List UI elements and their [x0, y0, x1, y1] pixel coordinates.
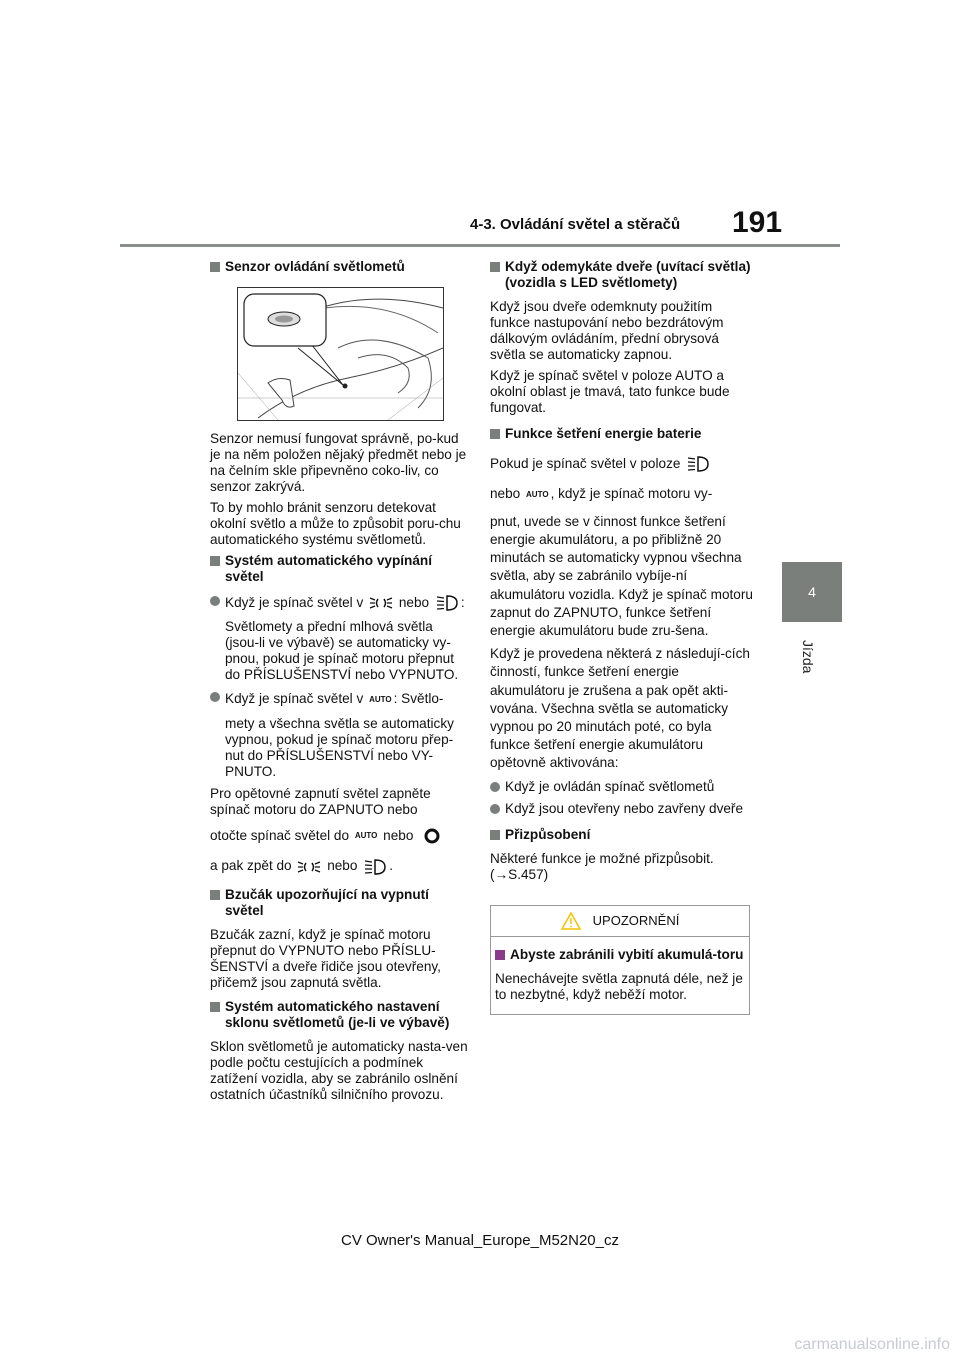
- paragraph: Bzučák zazní, když je spínač motoru přepnut do VYPNUTO nebo PŘÍSLU-ŠENSTVÍ a dveře řidiče jsou otevřeny, přičemž jsou zapnutá světla.: [210, 926, 441, 990]
- right-column: [490, 255, 755, 1015]
- section-heading: Bzučák upozorňující na vypnutí světel: [210, 887, 470, 919]
- header-rule: [120, 244, 840, 247]
- watermark: carmanualsonline.info: [794, 1336, 950, 1353]
- bullet-item: Když je spínač světel v nebo :: [210, 593, 470, 613]
- paragraph: pnut, uvede se v činnost funkce šetření energie akumulátoru, a po přibližně 20 minutách se automaticky vypnou všechna světla, aby se zabránilo vybíje-ní akumulátoru vozidla. Když je spínač motoru zapnut do ZAPNUTO, funkce šetření energie akumulátoru bude zru-šena.: [490, 513, 753, 639]
- paragraph: a pak zpět do nebo .: [210, 856, 470, 876]
- bullet-item: Když jsou otevřeny nebo zavřeny dveře: [490, 801, 755, 817]
- square-bullet-icon: [210, 556, 220, 566]
- paragraph: Když je provedena některá z následují-cích činností, funkce šetření energie akumulátoru je zrušena a pak opět akti-vována. Všechna světla se automaticky vypnou po 20 minutách poté, co byla funkce šetření energie akumulátoru opětovně aktivována:: [490, 646, 750, 771]
- bullet-item: Když je spínač světel v AUTO : Světlo-: [210, 689, 470, 709]
- square-bullet-icon: [490, 262, 500, 272]
- page-number: 191: [732, 206, 783, 239]
- parking-light-icon: [369, 594, 393, 612]
- headlight-icon: [363, 857, 387, 877]
- section-heading: Senzor ovládání světlometů: [210, 259, 470, 275]
- paragraph: Pro opětovné zapnutí světel zapněte spínač motoru do ZAPNUTO nebo: [210, 785, 431, 817]
- section-heading: Když odemykáte dveře (uvítací světla) (vozidla s LED světlomety): [490, 259, 755, 291]
- paragraph: Sklon světlometů je automaticky nasta-ven podle počtu cestujících a podmínek zatížení vozidla, aby se zabránilo oslnění ostatních účastníků silničního provozu.: [210, 1038, 468, 1102]
- headlight-icon: [686, 454, 710, 474]
- square-bullet-icon: [495, 950, 505, 960]
- page-reference-link[interactable]: (→S.457): [490, 866, 549, 882]
- square-bullet-icon: [210, 1002, 220, 1012]
- square-bullet-icon: [490, 830, 500, 840]
- square-bullet-icon: [210, 890, 220, 900]
- left-column: [210, 255, 470, 1108]
- warning-box: [490, 905, 750, 1015]
- auto-icon: AUTO: [369, 694, 392, 704]
- auto-icon: AUTO: [354, 831, 378, 841]
- paragraph: Pokud je spínač světel v poloze: [490, 454, 755, 474]
- footer-manual-id: CV Owner's Manual_Europe_M52N20_cz: [340, 1232, 619, 1249]
- round-bullet-icon: [490, 804, 500, 814]
- chapter-tab: 4: [782, 562, 842, 622]
- bullet-item: Když je ovládán spínač světlometů: [490, 779, 755, 795]
- bullet-text: Světlomety a přední mlhová světla (jsou-li ve výbavě) se automaticky vy-pnou, pokud je spínač motoru přepnut do PŘÍSLUŠENSTVÍ nebo VYPNUTO.: [225, 619, 459, 683]
- section-title: 4-3. Ovládání světel a stěračů: [470, 216, 681, 233]
- square-bullet-icon: [210, 262, 220, 272]
- round-bullet-icon: [210, 692, 220, 702]
- paragraph: Když jsou dveře odemknuty použitím funkce nastupování nebo bezdrátovým dálkovým ovládáním, přední obrysová světla se automaticky zapnou.: [490, 299, 724, 362]
- paragraph: Senzor nemusí fungovat správně, po-kud je na něm položen nějaký předmět nebo je na čelním skle připevněno coko-liv, co senzor zakrývá.: [210, 431, 467, 494]
- square-bullet-icon: [490, 429, 500, 439]
- warning-header: UPOZORNĚNÍ: [491, 906, 749, 937]
- section-heading: Přizpůsobení: [490, 827, 755, 843]
- light-sensor-illustration: [237, 287, 444, 421]
- paragraph: To by mohlo bránit senzoru detekovat okolní světlo a může to způsobit poru-chu automatického systému světlometů.: [210, 500, 461, 547]
- warning-title: Abyste zabránili vybití akumulá-toru: [495, 947, 745, 963]
- section-heading: Systém automatického vypínání světel: [210, 553, 470, 585]
- parking-light-icon: [297, 858, 321, 876]
- paragraph: nebo AUTO , když je spínač motoru vy-: [490, 484, 755, 504]
- bullet-text: mety a všechna světla se automaticky vypnou, pokud je spínač motoru přep-nut do PŘÍSLUŠENSTVÍ nebo VY-PNUTO.: [225, 715, 454, 779]
- off-position-icon: [419, 827, 445, 845]
- auto-icon: AUTO: [526, 489, 549, 499]
- paragraph: otočte spínač světel do AUTO nebo: [210, 826, 470, 846]
- round-bullet-icon: [210, 596, 220, 606]
- warning-triangle-icon: [561, 912, 581, 930]
- paragraph: Když je spínač světel v poloze AUTO a okolní oblast je tmavá, tato funkce bude fungovat.: [490, 368, 730, 415]
- headlight-icon: [435, 593, 459, 613]
- section-heading: Funkce šetření energie baterie: [490, 426, 755, 442]
- section-heading: Systém automatického nastavení sklonu světlometů (je-li ve výbavě): [210, 999, 470, 1031]
- round-bullet-icon: [490, 782, 500, 792]
- warning-text: Nenechávejte světla zapnutá déle, než je to nezbytné, když neběží motor.: [495, 970, 743, 1002]
- paragraph: Některé funkce je možné přizpůsobit. (→S.457): [490, 850, 714, 882]
- chapter-label: Jízda: [800, 640, 816, 674]
